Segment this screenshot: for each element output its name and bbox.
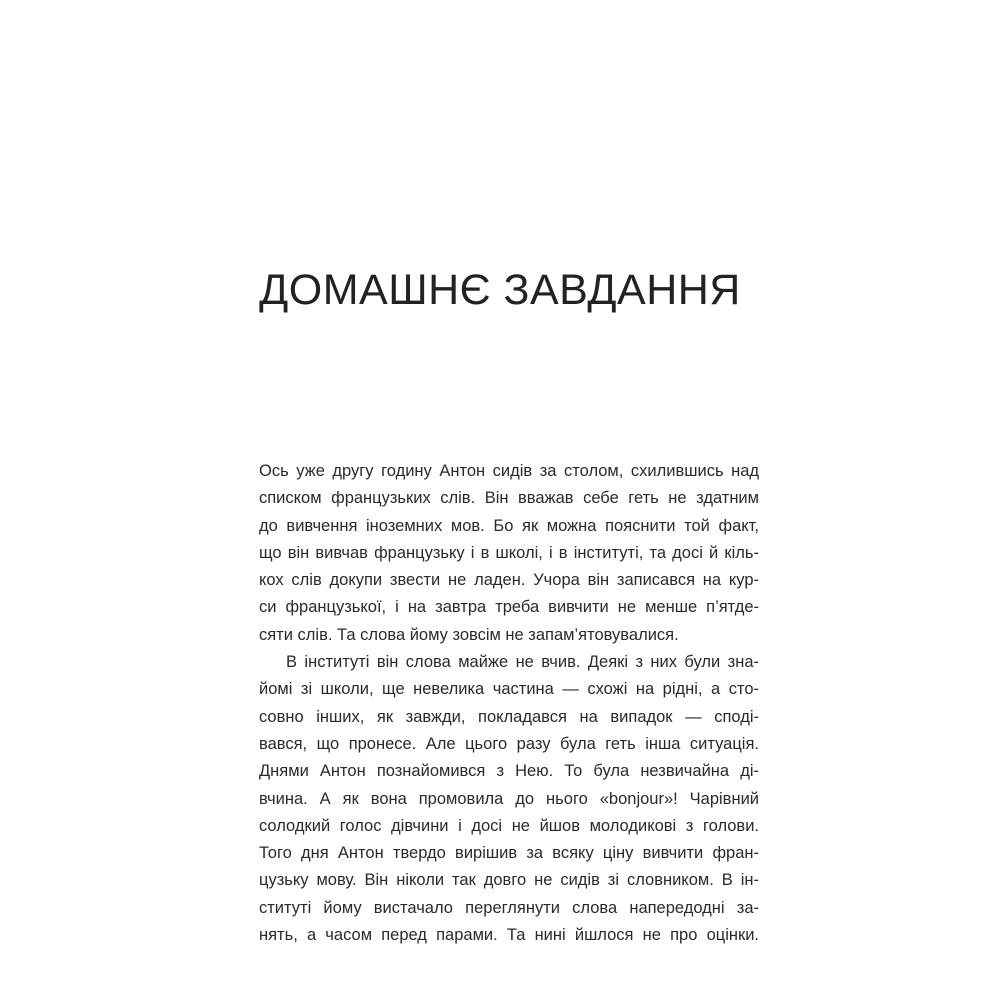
text-line: солодкий голос дівчини і досі не йшов молодикові з голови.	[259, 816, 759, 835]
text-line: Днями Антон познайомився з Нею. То була незвичайна ді-	[259, 762, 759, 781]
text-line: кох слів докупи звести не ладен. Учора він записався на кур-	[259, 571, 759, 590]
text-line: вчина. А як вона промовила до нього «bonjour»! Чарівний	[259, 789, 759, 808]
text-line: сяти слів. Та слова йому зовсім не запам’ятовувалися.	[259, 625, 679, 644]
text-line: нять, а часом перед парами. Та нині йшлося не про оцінки.	[259, 926, 759, 945]
text-line: си французької, і на завтра треба вивчити не менше п’ятде-	[259, 598, 759, 617]
text-line: до вивчення іноземних мов. Бо як можна пояснити той факт,	[259, 516, 759, 535]
text-line: Ось уже другу годину Антон сидів за столом, схилившись над	[259, 462, 759, 480]
text-line: Того дня Антон твердо вирішив за всяку ціну вивчити фран-	[259, 844, 759, 863]
text-line: цузьку мову. Він ніколи так довго не сидів зі словником. В ін-	[259, 871, 759, 890]
text-line: йомі зі школи, ще невелика частина — схожі на рідні, а сто-	[259, 680, 759, 699]
text-line: совно інших, як завжди, покладався на випадок — сподi-	[259, 707, 759, 726]
paragraph-start-line: В інституті він слова майже не вчив. Деякі з них були зна-	[286, 653, 759, 672]
body-text	[259, 458, 759, 949]
chapter-title: ДОМАШНЄ ЗАВДАННЯ	[259, 266, 741, 314]
text-line: списком французьких слів. Він вважав себе геть не здатним	[259, 489, 759, 508]
text-line: ституті йому вистачало переглянути слова напередодні за-	[259, 898, 759, 917]
text-line: що він вивчав французьку і в школі, і в інституті, та досі й кіль-	[259, 543, 759, 562]
text-line: вався, що пронесе. Але цього разу була геть інша ситуація.	[259, 734, 759, 753]
